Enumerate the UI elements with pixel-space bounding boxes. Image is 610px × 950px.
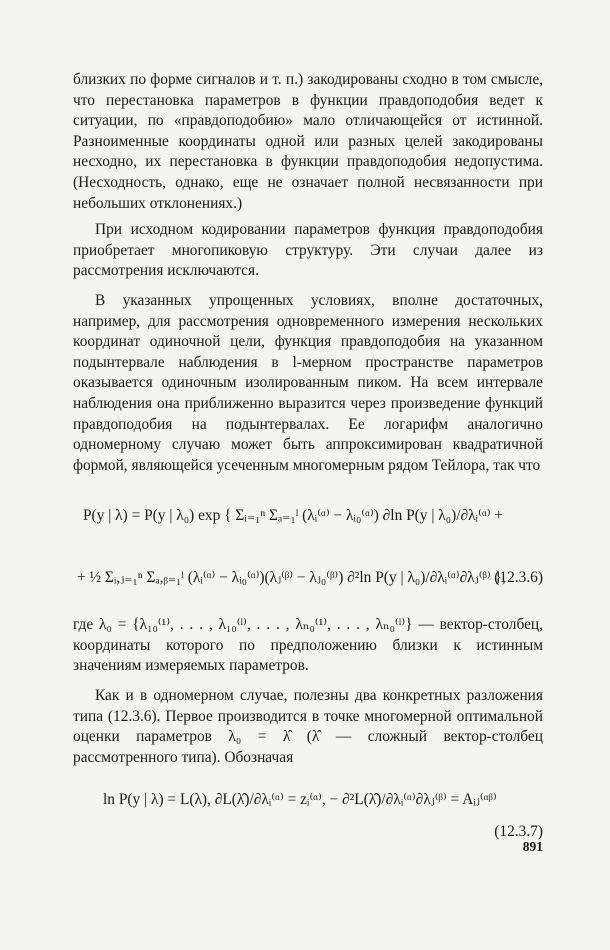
equation-number: (12.3.6): [494, 569, 543, 587]
paragraph-4: где λ₀ = {λ₁₀⁽¹⁾, . . . , λ₁₀⁽ˡ⁾, . . . , λₙ₀⁽¹⁾, . . . , λₙ₀⁽ˡ⁾} — вектор-столбец, координаты которого по предположению близки к истинным значениям измеряемых параметров.: [73, 616, 543, 675]
paragraph-1: близких по форме сигналов и т. п.) закодированы сходно в том смысле, что перестановка параметров в функции правдоподобия ведет к ситуации, по «правдоподобию» мало отличающейся от истинной. Разноименные координаты одной или разных целей закодированы несходно, их перестановка в функции правдоподобия недопустима. (Несходность, однако, еще не означает полной несвязанности при небольших отклонениях.): [73, 71, 543, 212]
page-number: 891: [522, 839, 543, 855]
paragraph-3: В указанных упрощенных условиях, вполне достаточных, например, для рассмотрения одновременного измерения нескольких координат одиночной цели, функция правдоподобия на указанном подынтервале наблюдения в l-мерном пространстве параметров оказывается одиночным изолированным пиком. На всем интервале наблюдения она приближенно выразится через произведение функций правдоподобия на подынтервалах. Ее логарифм аналогично одномерному случаю может быть аппроксимирован квадратичной формой, являющейся усеченным многомерным рядом Тейлора, так что: [73, 291, 543, 474]
equation-line-text: P(y | λ) = P(y | λ₀) exp { Σᵢ₌₁ⁿ Σₐ₌₁ˡ (λᵢ⁽ᵅ⁾ − λᵢ₀⁽ᵅ⁾) ∂ln P(y | λ₀)/∂λᵢ⁽ᵅ⁾ +: [83, 507, 503, 525]
equation-12-3-7: [73, 777, 543, 841]
equation-line-text: ln P(y | λ) = L(λ), ∂L(λ̂)/∂λᵢ⁽ᵅ⁾ = zᵢ⁽ᵅ⁾, − ∂²L(λ̂)/∂λᵢ⁽ᵅ⁾∂λⱼ⁽ᵝ⁾ = Aᵢⱼ⁽ᵅᵝ⁾: [103, 791, 497, 809]
equation-line-text: + ½ Σᵢ,ⱼ₌₁ⁿ Σₐ,ᵦ₌₁ˡ (λᵢ⁽ᵅ⁾ − λᵢ₀⁽ᵅ⁾)(λⱼ⁽ᵝ⁾ − λⱼ₀⁽ᵝ⁾) ∂²ln P(y | λ₀)/∂λᵢ⁽ᵅ⁾∂λⱼ⁽ᵝ⁾ },: [77, 569, 506, 587]
paragraph-5: Как и в одномерном случае, полезны два конкретных разложения типа (12.3.6). Первое производится в точке многомерной оптимальной оценки параметров λ₀ = λ̂ (λ̂ — сложный вектор-столбец рассмотренного типа). Обозначая: [73, 687, 543, 766]
equation-12-3-6-line-2: [73, 549, 543, 615]
equation-12-3-6-line-1: [73, 485, 543, 549]
paragraph-2: При исходном кодировании параметров функция правдоподобия приобретает многопиковую структуру. Эти случаи далее из рассмотрения исключаются.: [73, 221, 543, 280]
document-page: [73, 70, 543, 861]
page-footer: [73, 837, 543, 861]
equation-number: (12.3.7): [494, 823, 543, 841]
